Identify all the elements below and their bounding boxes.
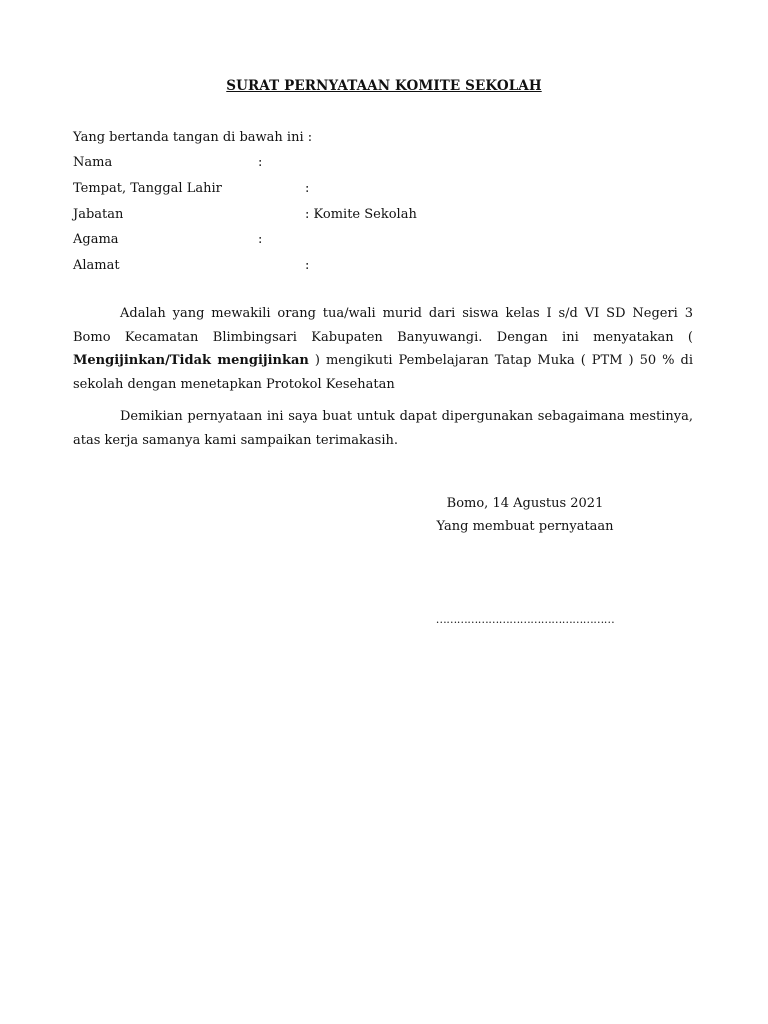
field-colon-nama bbox=[258, 153, 262, 173]
field-colon-mark: : bbox=[258, 155, 263, 170]
field-colon-agama bbox=[258, 230, 262, 250]
field-colon-ttl bbox=[305, 179, 309, 199]
field-label-nama: Nama bbox=[73, 155, 113, 170]
statement-bold-choice: Mengijinkan/Tidak mengijinkan bbox=[73, 353, 309, 368]
field-colon-jabatan bbox=[305, 205, 417, 225]
field-colon-mark: : bbox=[258, 232, 263, 247]
document-title: SURAT PERNYATAAN KOMITE SEKOLAH bbox=[226, 78, 542, 94]
field-label-agama: Agama bbox=[73, 232, 119, 247]
field-value-jabatan: Komite Sekolah bbox=[313, 207, 417, 222]
statement-paragraph bbox=[73, 302, 693, 396]
field-colon-mark: : bbox=[305, 258, 310, 273]
field-label-ttl: Tempat, Tanggal Lahir bbox=[73, 181, 222, 196]
field-label-alamat: Alamat bbox=[73, 258, 120, 273]
field-colon-alamat bbox=[305, 256, 309, 276]
statement-text-1: Adalah yang mewakili orang tua/wali murid dari siswa kelas I s/d VI SD Negeri 3 Bomo Kecamatan Blimbingsari Kabupaten Banyuwangi. Dengan ini menyatakan ( bbox=[73, 306, 693, 345]
intro-text: Yang bertanda tangan di bawah ini : bbox=[73, 130, 313, 145]
signer-label: Yang membuat pernyataan bbox=[436, 519, 614, 534]
field-colon-mark: : bbox=[305, 207, 310, 222]
field-colon-mark: : bbox=[305, 181, 310, 196]
closing-paragraph: Demikian pernyataan ini saya buat untuk dapat dipergunakan sebagaimana mestinya, atas kerja samanya kami sampaikan terimakasih. bbox=[73, 409, 693, 448]
place-date: Bomo, 14 Agustus 2021 bbox=[446, 496, 604, 511]
field-label-jabatan: Jabatan bbox=[73, 207, 124, 222]
statement-text-2: ) mengikuti Pembelajaran Tatap Muka ( PTM ) 50 % di sekolah dengan menetapkan Protokol Kesehatan bbox=[73, 353, 693, 392]
signature-line: …………………………………………… bbox=[435, 613, 615, 626]
